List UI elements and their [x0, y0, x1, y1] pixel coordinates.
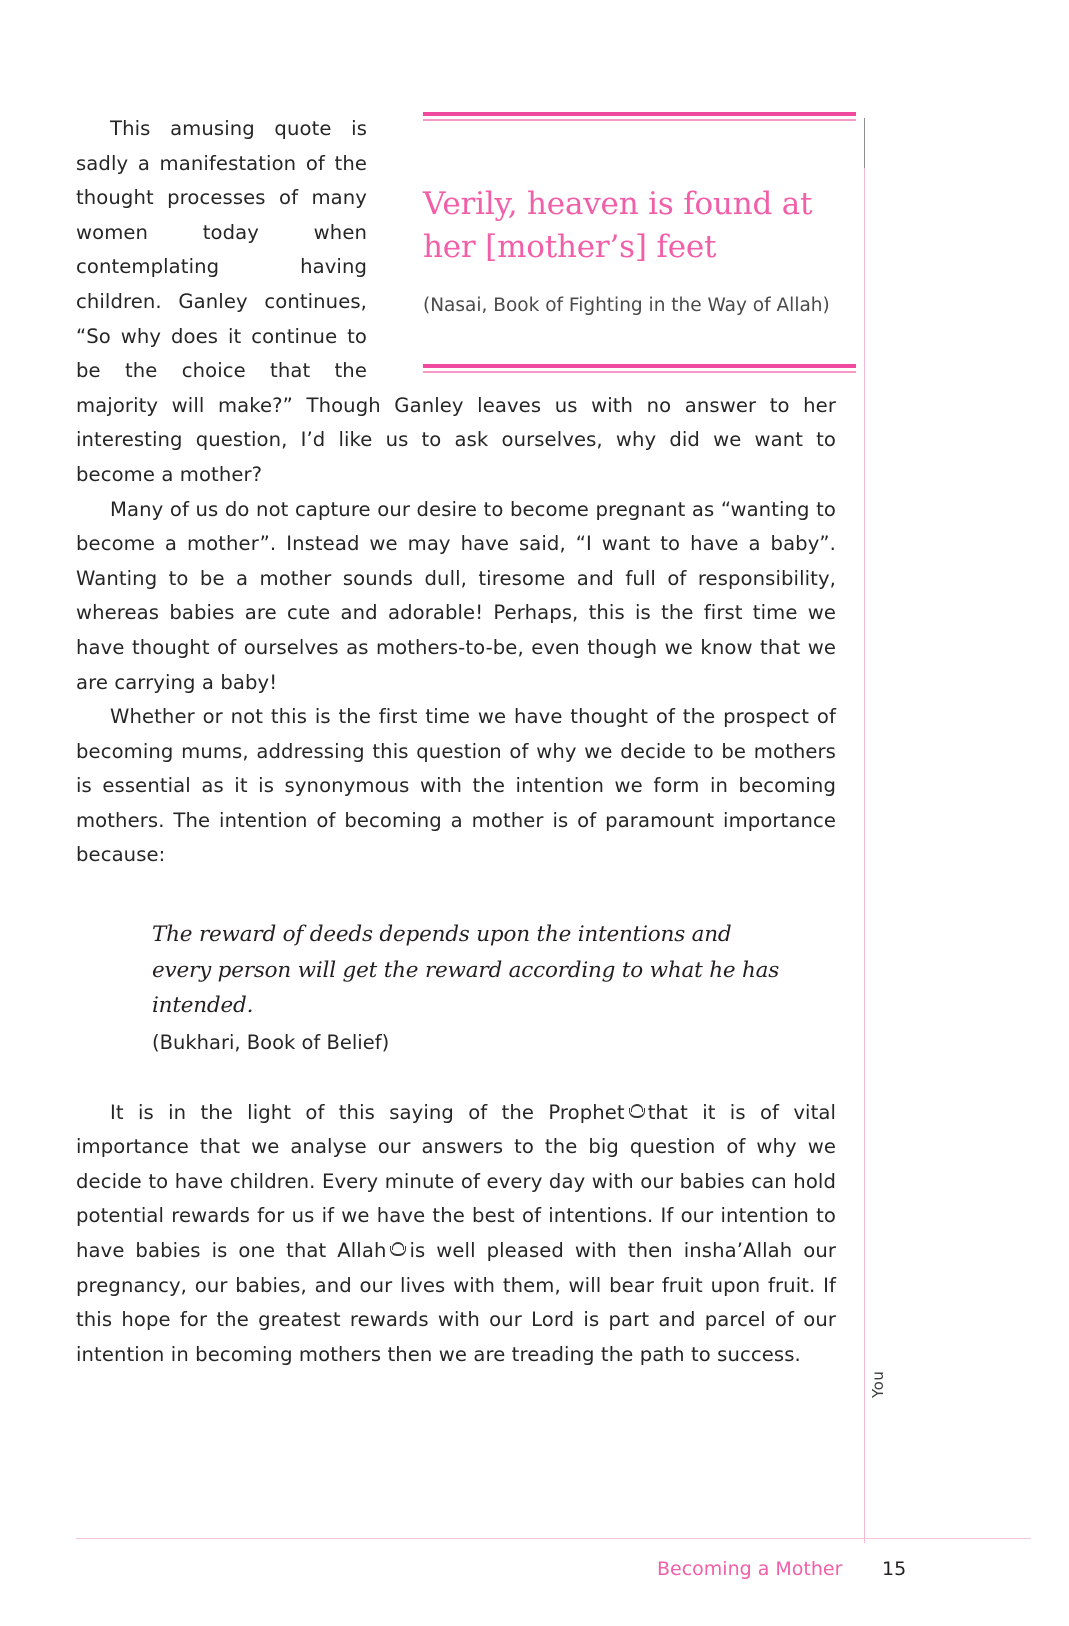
- spacer: [76, 1060, 836, 1096]
- body-paragraph-4-part-3: is well pleased with then insha’Allah our pregnancy, our babies, and our lives with them, will bear fruit upon fruit. If this hope for the greatest rewards with our Lord is part and parcel of our intention in becoming mothers then we are treading the path to success.: [76, 1238, 837, 1366]
- sallallahu-alayhi-wasallam-icon: [628, 1104, 645, 1121]
- page-content: [76, 112, 836, 1372]
- body-paragraph-4-part-1: It is in the light of this saying of the Prophet: [110, 1100, 625, 1124]
- side-running-label: You: [869, 1370, 887, 1398]
- body-paragraph-4-part-2: that it is of vital importance that we analyse our answers to the big question of why we decide to have children. Every minute of every day with our babies can hold potential rewards for us if we have the best of intentions. If our intention to have babies is one that Allah: [76, 1100, 836, 1262]
- hadith-blockquote: [152, 917, 792, 1060]
- right-margin-rule-top-tick: [864, 118, 865, 168]
- body-paragraph-4: [76, 1096, 836, 1373]
- footer-divider: [76, 1538, 1031, 1539]
- subhanahu-wa-taala-icon: [389, 1242, 406, 1259]
- pull-quote-top-rule: [423, 112, 836, 121]
- right-margin-rule: [864, 118, 865, 1543]
- pull-quote-body: [423, 121, 836, 364]
- pull-quote-text: Verily, heaven is found at her [mother’s] feet: [423, 186, 813, 265]
- body-paragraph-3: Whether or not this is the first time we have thought of the prospect of becoming mums, addressing this question of why we decide to be mothers is essential as it is synonymous with the intention we form in becoming mothers. The intention of becoming a mother is of paramount importance because:: [76, 705, 836, 867]
- pull-quote-source: (Nasai, Book of Fighting in the Way of Allah): [423, 295, 830, 316]
- hadith-source: (Bukhari, Book of Belief): [152, 1030, 390, 1054]
- hadith-text: The reward of deeds depends upon the intentions and every person will get the reward according to what he has intended.: [152, 922, 780, 1019]
- footer-chapter-title: Becoming a Mother: [657, 1558, 843, 1580]
- pull-quote-box: [423, 112, 836, 373]
- body-paragraph-2: Many of us do not capture our desire to become pregnant as “wanting to become a mother”. Instead we may have said, “I want to have a baby”. Wanting to be a mother sounds dull, tiresome and full of responsibility, whereas babies are cute and adorable! Perhaps, this is the first time we have thought of ourselves as mothers-to-be, even though we know that we are carrying a baby!: [76, 497, 836, 694]
- body-paragraph-1: This amusing quote is sadly a manifestation of the thought processes of many women today when contemplating having children. Ganley continues, “So why does it continue to be the choice that the majority will make?” Though Ganley leaves us with no answer to her interesting question, I’d like us to ask ourselves, why did we want to become a mother?: [76, 117, 836, 486]
- page-footer: [76, 1552, 1031, 1592]
- pull-quote-bottom-rule: [423, 364, 836, 373]
- page-number: 15: [882, 1558, 907, 1580]
